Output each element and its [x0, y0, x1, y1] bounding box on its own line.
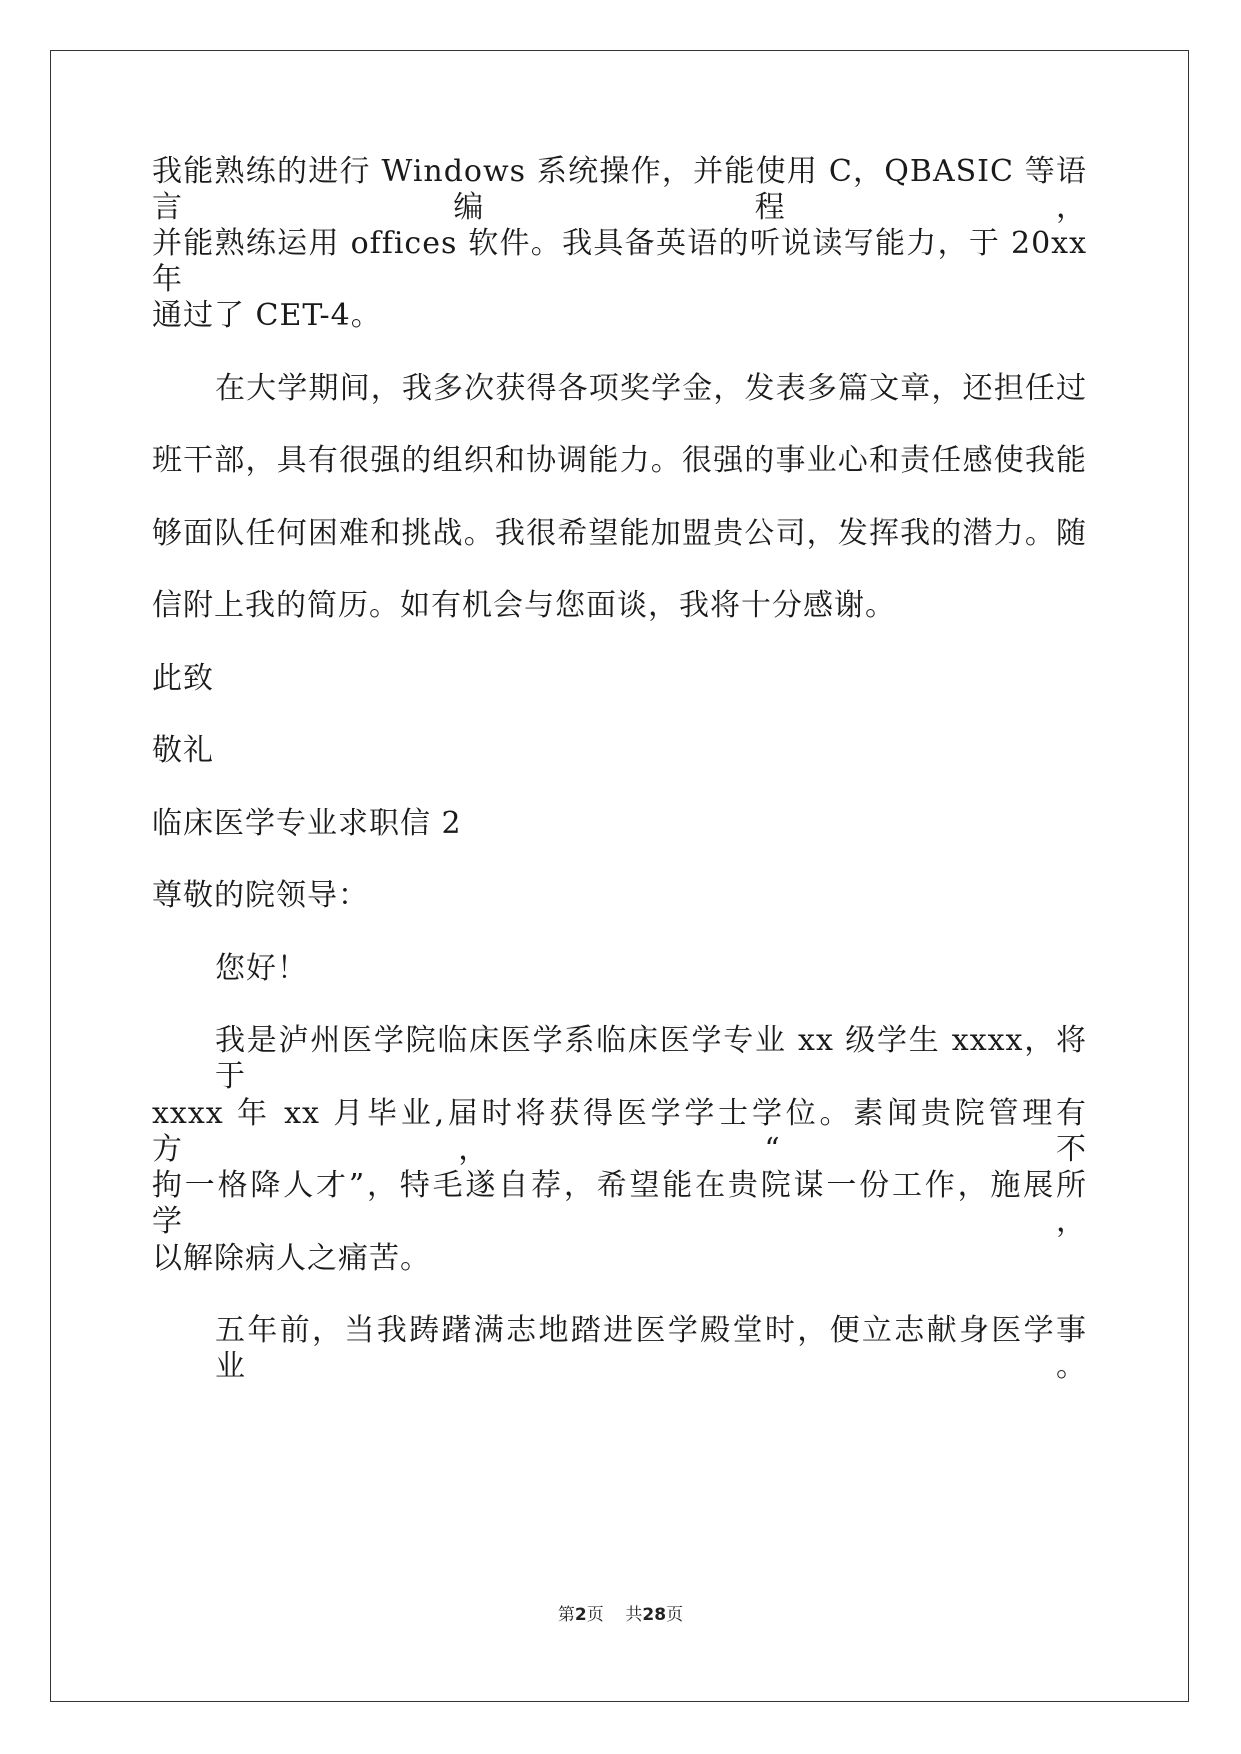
salutation-line: 敬礼	[152, 733, 214, 768]
body-line-5: 班干部，具有很强的组织和协调能力。很强的事业心和责任感使我能	[152, 443, 1087, 478]
footer-page-number: 2	[574, 1605, 587, 1625]
body-line-13: 我是泸州医学院临床医学系临床医学专业 xx 级学生 xxxx，将于	[215, 1023, 1087, 1094]
body-line-17: 五年前，当我踌躇满志地踏进医学殿堂时，便立志献身医学事业。	[215, 1313, 1087, 1384]
section-title: 临床医学专业求职信 2	[152, 806, 462, 841]
letter-addressee: 尊敬的院领导：	[152, 878, 369, 913]
page-footer	[0, 1604, 1241, 1626]
body-line-15: 拘一格降人才”，特毛遂自荐，希望能在贵院谋一份工作，施展所学，	[152, 1168, 1087, 1239]
footer-total-unit: 页	[666, 1605, 684, 1625]
body-line-16: 以解除病人之痛苦。	[152, 1241, 431, 1276]
body-line-14: xxxx 年 xx 月毕业,届时将获得医学学士学位。素闻贵院管理有方，“不	[152, 1096, 1087, 1167]
footer-total-prefix: 共	[625, 1605, 643, 1625]
body-line-7: 信附上我的简历。如有机会与您面谈，我将十分感谢。	[152, 588, 896, 623]
closing-line: 此致	[152, 661, 214, 696]
body-line-3: 通过了 CET-4。	[152, 298, 382, 333]
body-line-1: 我能熟练的进行 Windows 系统操作，并能使用 C，QBASIC 等语言编程，	[152, 154, 1087, 225]
body-line-4: 在大学期间，我多次获得各项奖学金，发表多篇文章，还担任过	[215, 371, 1087, 406]
footer-page-unit: 页	[586, 1605, 604, 1625]
greeting-line: 您好！	[215, 951, 308, 986]
footer-prefix: 第	[557, 1605, 575, 1625]
footer-total-pages: 28	[642, 1605, 667, 1625]
body-line-2: 并能熟练运用 offices 软件。我具备英语的听说读写能力，于 20xx 年	[152, 226, 1087, 297]
body-line-6: 够面队任何困难和挑战。我很希望能加盟贵公司，发挥我的潜力。随	[152, 516, 1087, 551]
